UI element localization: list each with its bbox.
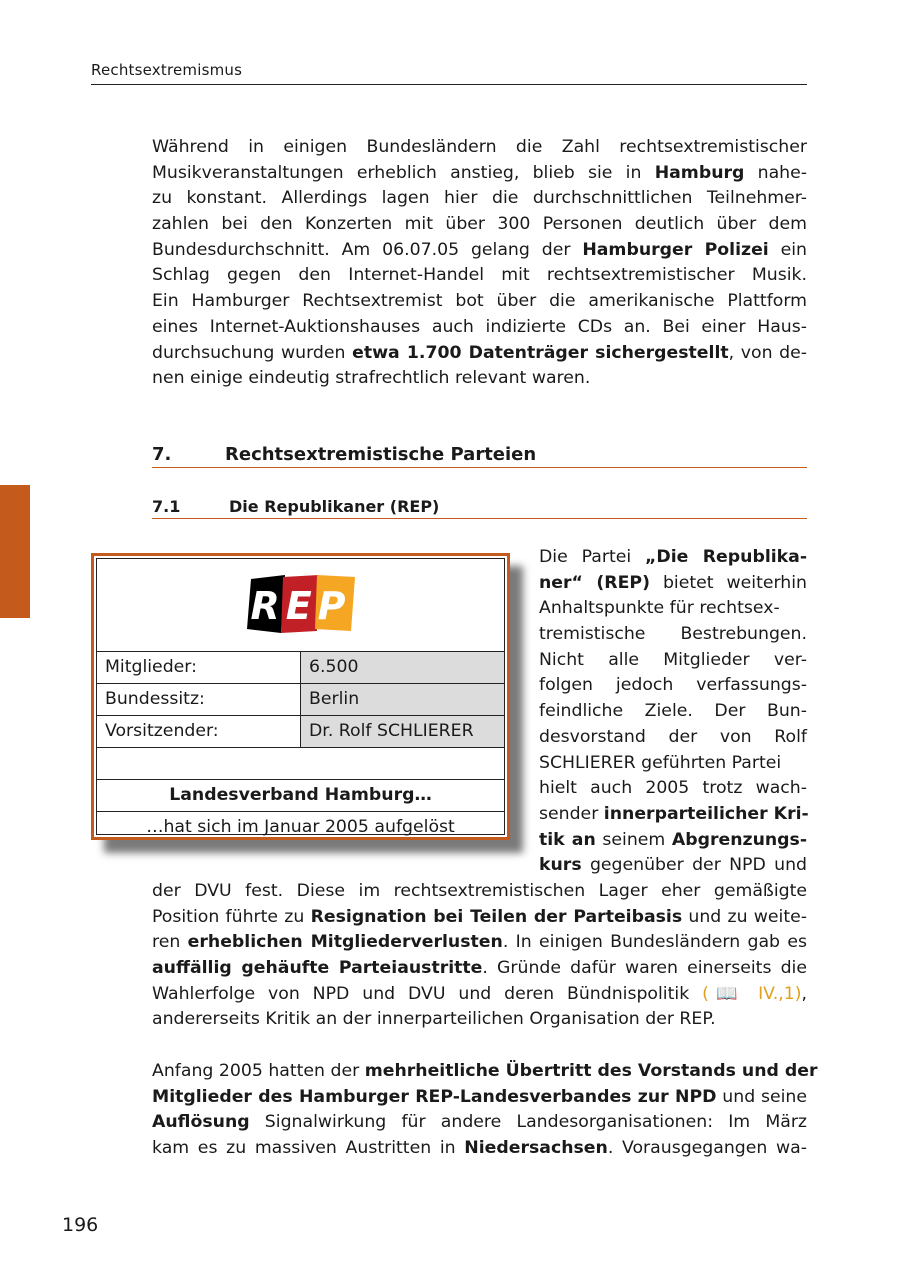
header-rule — [91, 84, 807, 85]
subsection-title: Die Republikaner (REP) — [229, 497, 440, 516]
fact-value: Dr. Rolf SCHLIERER — [301, 716, 504, 747]
running-header: Rechtsextremismus — [91, 61, 243, 79]
section-title: Rechtsextremistische Parteien — [225, 444, 537, 465]
fact-row-spacer — [97, 748, 504, 780]
logo-cell — [97, 559, 504, 652]
subsection-heading — [152, 497, 807, 519]
fact-row-members — [97, 652, 504, 684]
rep-logo — [245, 571, 357, 637]
paragraph-intro: Während in einigen Bundesländern die Zahl rechtsextremistischer Musikveranstaltungen erheblich anstieg, blieb sie in Hamburg nahe- zu konstant. Allerdings lagen hier die durchschnittlichen Teilnehmer- zahlen bei den Konzerten mit über 300 Personen deutlich über dem Bundesdurchschnitt. Am 06.07.05 gelang der Hamburger Polizei ein Schlag gegen den Internet-Handel mit rechtsextremistischer Musik. Ein Hamburger Rechtsextremist bot über die amerikanische Plattform eines Internet-Auktionshauses auch indizierte CDs an. Bei einer Haus- durchsuchung wurden etwa 1.700 Datenträger sichergestellt, von de- nen einige eindeutig strafrechtlich relevant waren. — [152, 137, 807, 389]
party-factbox — [91, 553, 510, 840]
section-heading — [152, 444, 807, 468]
fact-value: Berlin — [301, 684, 504, 715]
paragraph-rep-side: Die Partei „Die Republika- ner“ (REP) bietet weiterhin Anhaltspunkte für rechtsex- tremistische Bestrebungen. Nicht alle Mitglieder ver- folgen jedoch verfassungs- feindliche Ziele. Der Bun- desvorstand der von Rolf SCHLIERER geführten Partei hielt auch 2005 trotz wach- sender innerparteilicher Kri- tik an seinem Abgrenzungs- kurs gegenüber der NPD und — [539, 547, 809, 876]
fact-label: Bundessitz: — [97, 684, 301, 715]
regional-title: Landesverband Hamburg… — [97, 780, 504, 812]
paragraph-hamburg: Anfang 2005 hatten der mehrheitliche Übertritt des Vorstands und der Mitglieder des Hamburger REP-Landesverbandes zur NPD und seine Auflösung Signalwirkung für andere Landesorganisationen: Im März kam es zu massiven Austritten in Niedersachsen. Vorausgegangen wa- — [152, 1061, 818, 1159]
regional-note: …hat sich im Januar 2005 aufgelöst — [146, 817, 455, 837]
logo-text: REP — [250, 584, 352, 628]
subsection-number: 7.1 — [152, 497, 181, 516]
fact-row-headquarters — [97, 684, 504, 716]
fact-label: Vorsitzender: — [97, 716, 301, 747]
fact-label: Mitglieder: — [97, 652, 301, 683]
section-number: 7. — [152, 444, 172, 465]
fact-value: 6.500 — [301, 652, 504, 683]
fact-row-chairman — [97, 716, 504, 748]
paragraph-rep-continued: der DVU fest. Diese im rechtsextremistischen Lager eher gemäßigte Position führte zu Resignation bei Teilen der Parteibasis und zu weite- ren erheblichen Mitgliederverlusten. In einigen Bundesländern gab es auffällig gehäufte Parteiaustritte. Gründe dafür waren einerseits die Wahlerfolge von NPD und DVU und deren Bündnispolitik (📖 IV.,1), andererseits Kritik an der innerparteilichen Organisation der REP. — [152, 881, 808, 1030]
page-number: 196 — [62, 1214, 99, 1236]
cross-reference-link[interactable]: (📖 IV.,1) — [702, 983, 802, 1004]
chapter-tab — [0, 485, 30, 618]
